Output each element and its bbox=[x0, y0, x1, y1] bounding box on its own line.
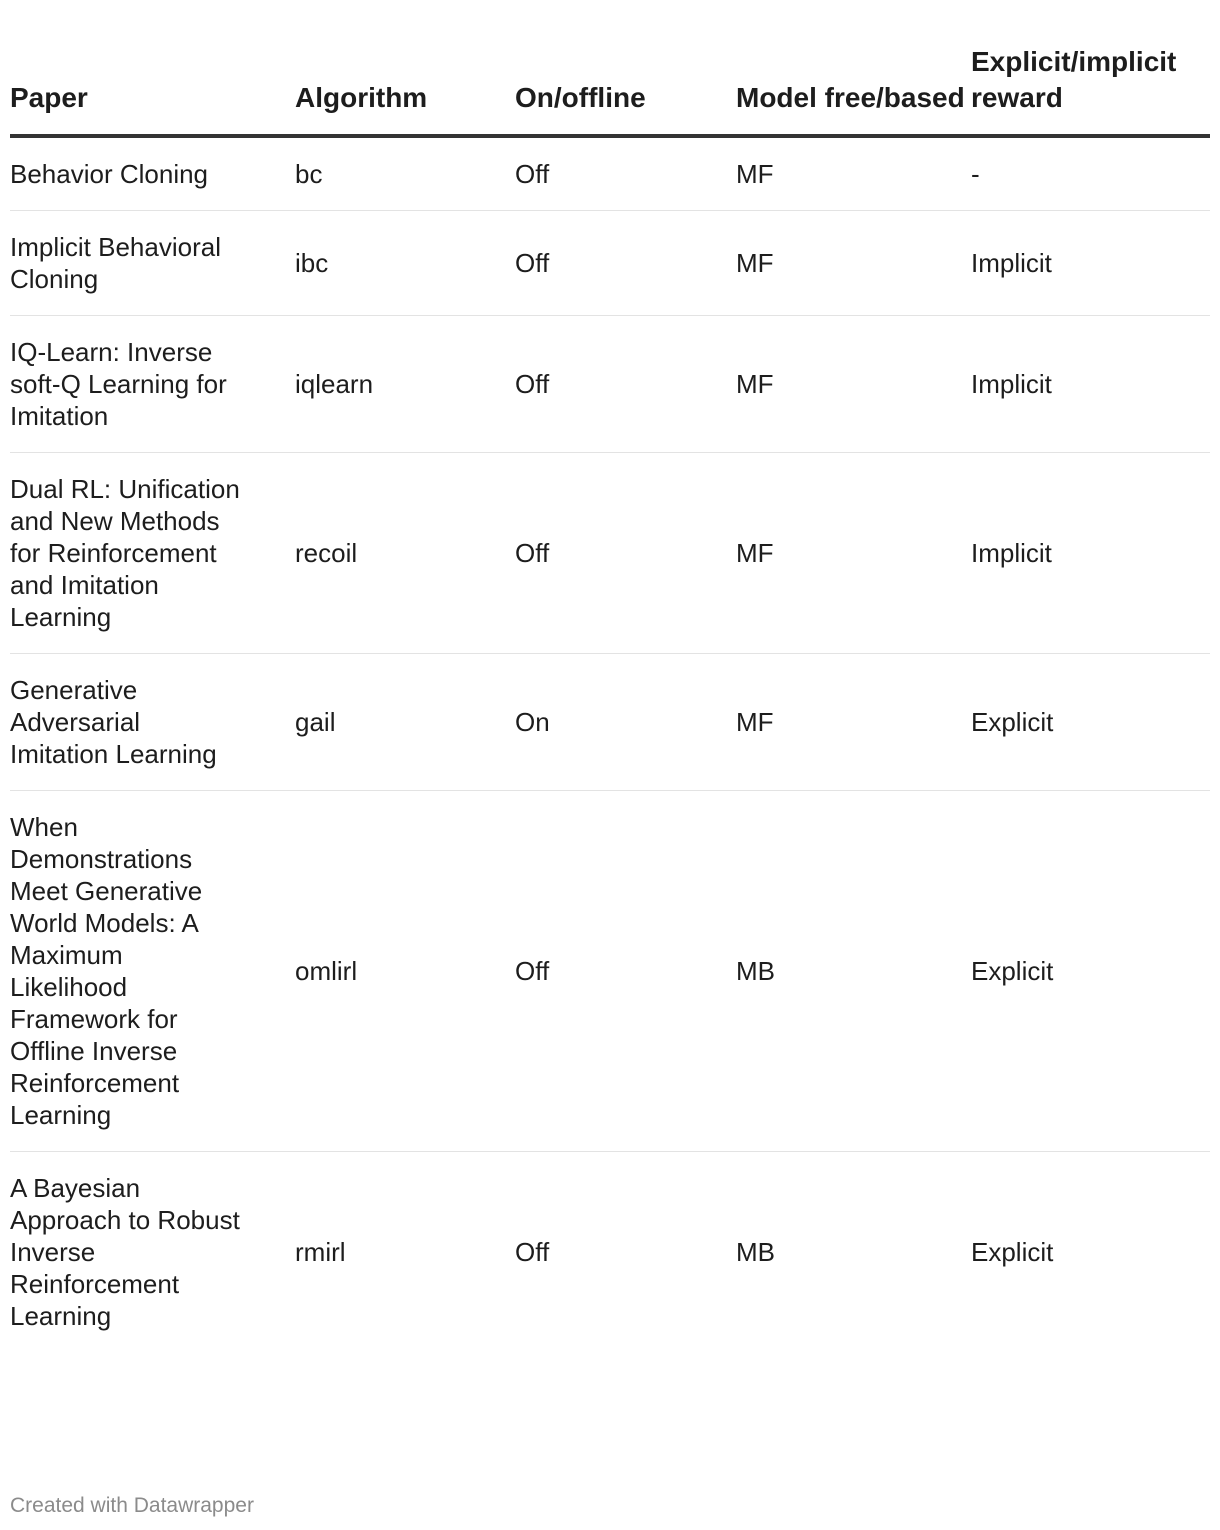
column-header-algorithm: Algorithm bbox=[295, 44, 515, 136]
cell-on-offline: Off bbox=[515, 453, 736, 654]
table-row bbox=[10, 791, 1210, 1152]
cell-reward-type: Implicit bbox=[971, 453, 1210, 654]
algorithms-table bbox=[10, 44, 1210, 1352]
cell-paper: A Bayesian Approach to Robust Inverse Reinforcement Learning bbox=[10, 1173, 240, 1331]
data-table-container bbox=[10, 44, 1210, 1352]
datawrapper-credit: Created with Datawrapper bbox=[10, 1494, 254, 1517]
table-row bbox=[10, 1152, 1210, 1353]
cell-algorithm: iqlearn bbox=[295, 316, 515, 453]
cell-model-type: MF bbox=[736, 453, 971, 654]
table-row bbox=[10, 453, 1210, 654]
cell-reward-type: - bbox=[971, 136, 1210, 211]
cell-reward-type: Implicit bbox=[971, 316, 1210, 453]
cell-on-offline: Off bbox=[515, 791, 736, 1152]
cell-paper: IQ-Learn: Inverse soft-Q Learning for Imitation bbox=[10, 316, 295, 453]
cell-paper: Behavior Cloning bbox=[10, 136, 295, 211]
cell-paper: Dual RL: Unification and New Methods for Reinforcement and Imitation Learning bbox=[10, 453, 295, 654]
column-header-explicit-implicit-reward: Explicit/implicit reward bbox=[971, 44, 1210, 136]
cell-algorithm: bc bbox=[295, 136, 515, 211]
cell-reward-type: Explicit bbox=[971, 1237, 1054, 1267]
column-header-on-offline: On/offline bbox=[515, 44, 736, 136]
column-header-model-free-based: Model free/based bbox=[736, 44, 971, 136]
cell-reward-type: Explicit bbox=[971, 654, 1210, 791]
cell-on-offline: Off bbox=[515, 316, 736, 453]
cell-model-type: MF bbox=[736, 316, 971, 453]
column-header-paper: Paper bbox=[10, 44, 295, 136]
cell-on-offline: Off bbox=[515, 136, 736, 211]
cell-paper: Implicit Behavioral Cloning bbox=[10, 211, 295, 316]
cell-algorithm: rmirl bbox=[295, 1237, 346, 1267]
header-row bbox=[10, 44, 1210, 136]
table-row bbox=[10, 211, 1210, 316]
cell-algorithm: recoil bbox=[295, 453, 515, 654]
table-row bbox=[10, 316, 1210, 453]
cell-on-offline: Off bbox=[515, 1237, 550, 1267]
cell-paper: When Demonstrations Meet Generative World Models: A Maximum Likelihood Framework for Offline Inverse Reinforcement Learning bbox=[10, 791, 295, 1152]
cell-reward-type: Implicit bbox=[971, 211, 1210, 316]
cell-model-type: MF bbox=[736, 211, 971, 316]
cell-model-type: MF bbox=[736, 654, 971, 791]
cell-reward-type: Explicit bbox=[971, 791, 1210, 1152]
cell-algorithm: ibc bbox=[295, 211, 515, 316]
table-row bbox=[10, 136, 1210, 211]
cell-algorithm: omlirl bbox=[295, 791, 515, 1152]
cell-paper: Generative Adversarial Imitation Learning bbox=[10, 654, 295, 791]
cell-model-type: MF bbox=[736, 136, 971, 211]
cell-on-offline: Off bbox=[515, 211, 736, 316]
cell-model-type: MB bbox=[736, 1237, 775, 1267]
table-row bbox=[10, 654, 1210, 791]
cell-model-type: MB bbox=[736, 791, 971, 1152]
cell-on-offline: On bbox=[515, 654, 736, 791]
cell-algorithm: gail bbox=[295, 654, 515, 791]
